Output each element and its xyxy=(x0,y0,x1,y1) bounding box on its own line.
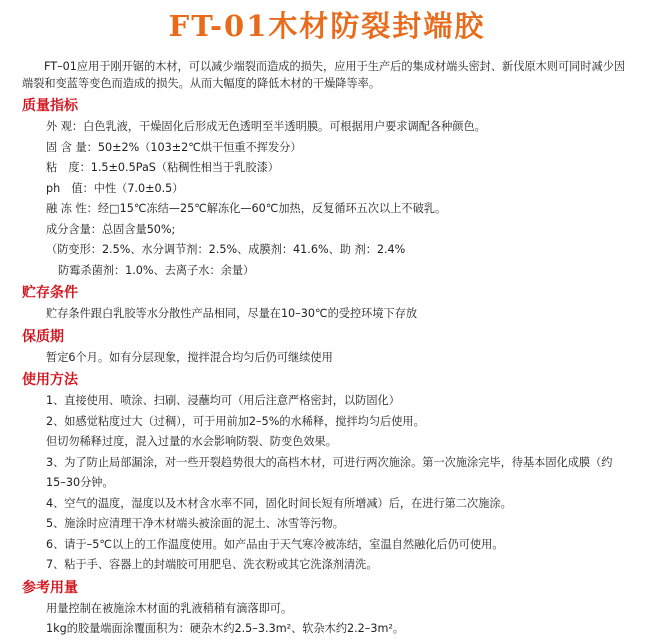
usage-step-6: 6、请于–5℃以上的工作温度使用。如产品由于天气寒冷被冻结，室温自然融化后仍可使用。 xyxy=(46,537,504,551)
shelf-life-text: 暂定6个月。如有分层现象，搅拌混合均匀后仍可继续使用 xyxy=(46,350,333,364)
section-heading-shelf-life: 保质期 xyxy=(22,328,64,345)
quality-freeze-thaw: 融 冻 性：经□15℃冻结—25℃解冻化—60℃加热，反复循环五次以上不破乳。 xyxy=(46,202,447,215)
document-title: FT-01木材防裂封端胶 xyxy=(168,9,486,43)
quality-appearance: 外 观：白色乳液，干燥固化后形成无色透明至半透明膜。可根据用户要求调配各种颜色。 xyxy=(46,120,486,133)
dosage-text-2: 1kg的胶量端面涂覆面积为：硬杂木约2.5–3.3m²、软杂木约2.2–3m²。 xyxy=(46,622,405,635)
usage-step-4: 4、空气的温度，湿度以及木材含水率不同，固化时间长短有所增减）后，在进行第二次施涂。 xyxy=(46,496,512,510)
quality-ph: ph 值：中性（7.0±0.5） xyxy=(46,181,184,195)
section-heading-quality: 质量指标 xyxy=(22,98,78,114)
usage-step-7: 7、粘于手、容器上的封端胶可用肥皂、洗衣粉或其它洗涤剂清洗。 xyxy=(46,558,378,571)
quality-composition: 成分含量：总固含量50%; xyxy=(46,222,176,236)
storage-text: 贮存条件跟白乳胶等水分散性产品相同，尽量在10–30℃的受控环境下存放 xyxy=(46,307,418,320)
quality-viscosity: 粘 度：1.5±0.5PaS（粘稠性相当于乳胶漆） xyxy=(46,161,279,174)
intro-paragraph: FT–01应用于刚开锯的木材，可以减少端裂而造成的损失，应用于生产后的集成材端头密封、新伐原木则可同时减少因端裂和变蓝等变色而造成的损失。从而大幅度的降低木材的干燥降等率。 xyxy=(22,60,626,90)
section-heading-dosage: 参考用量 xyxy=(22,579,78,596)
usage-step-2: 2、如感觉粘度过大（过稠），可于用前加2–5%的水稀释，搅拌均匀后使用。 xyxy=(46,414,425,428)
usage-step-5: 5、施涂时应清理干净木材端头被涂面的泥土、冰雪等污物。 xyxy=(46,517,344,530)
usage-step-3: 3、为了防止局部漏涂，对一些开裂趋势很大的高档木材，可进行两次施涂。第一次施涂完毕，待基本固化成膜（约15–30分钟。 xyxy=(46,455,613,489)
quality-composition-detail-1: （防变形：2.5%、水分调节剂：2.5%、成膜剂：41.6%、助 剂：2.4% xyxy=(46,243,406,256)
usage-step-2-note: 但切勿稀释过度，混入过量的水会影响防裂、防变色效果。 xyxy=(46,435,337,448)
quality-solid-content: 固 含 量：50±2%（103±2℃烘干恒重不挥发分） xyxy=(46,140,302,154)
quality-composition-detail-2: 防霉杀菌剂：1.0%、去离子水：余量） xyxy=(58,263,255,277)
section-heading-usage: 使用方法 xyxy=(22,372,78,388)
usage-step-1: 1、直接使用、喷涂、扫刷、浸蘸均可（用后注意严格密封，以防固化） xyxy=(46,394,400,407)
section-heading-storage: 贮存条件 xyxy=(22,285,78,301)
dosage-text-1: 用量控制在被施涂木材面的乳液稍稍有滴落即可。 xyxy=(46,601,293,615)
